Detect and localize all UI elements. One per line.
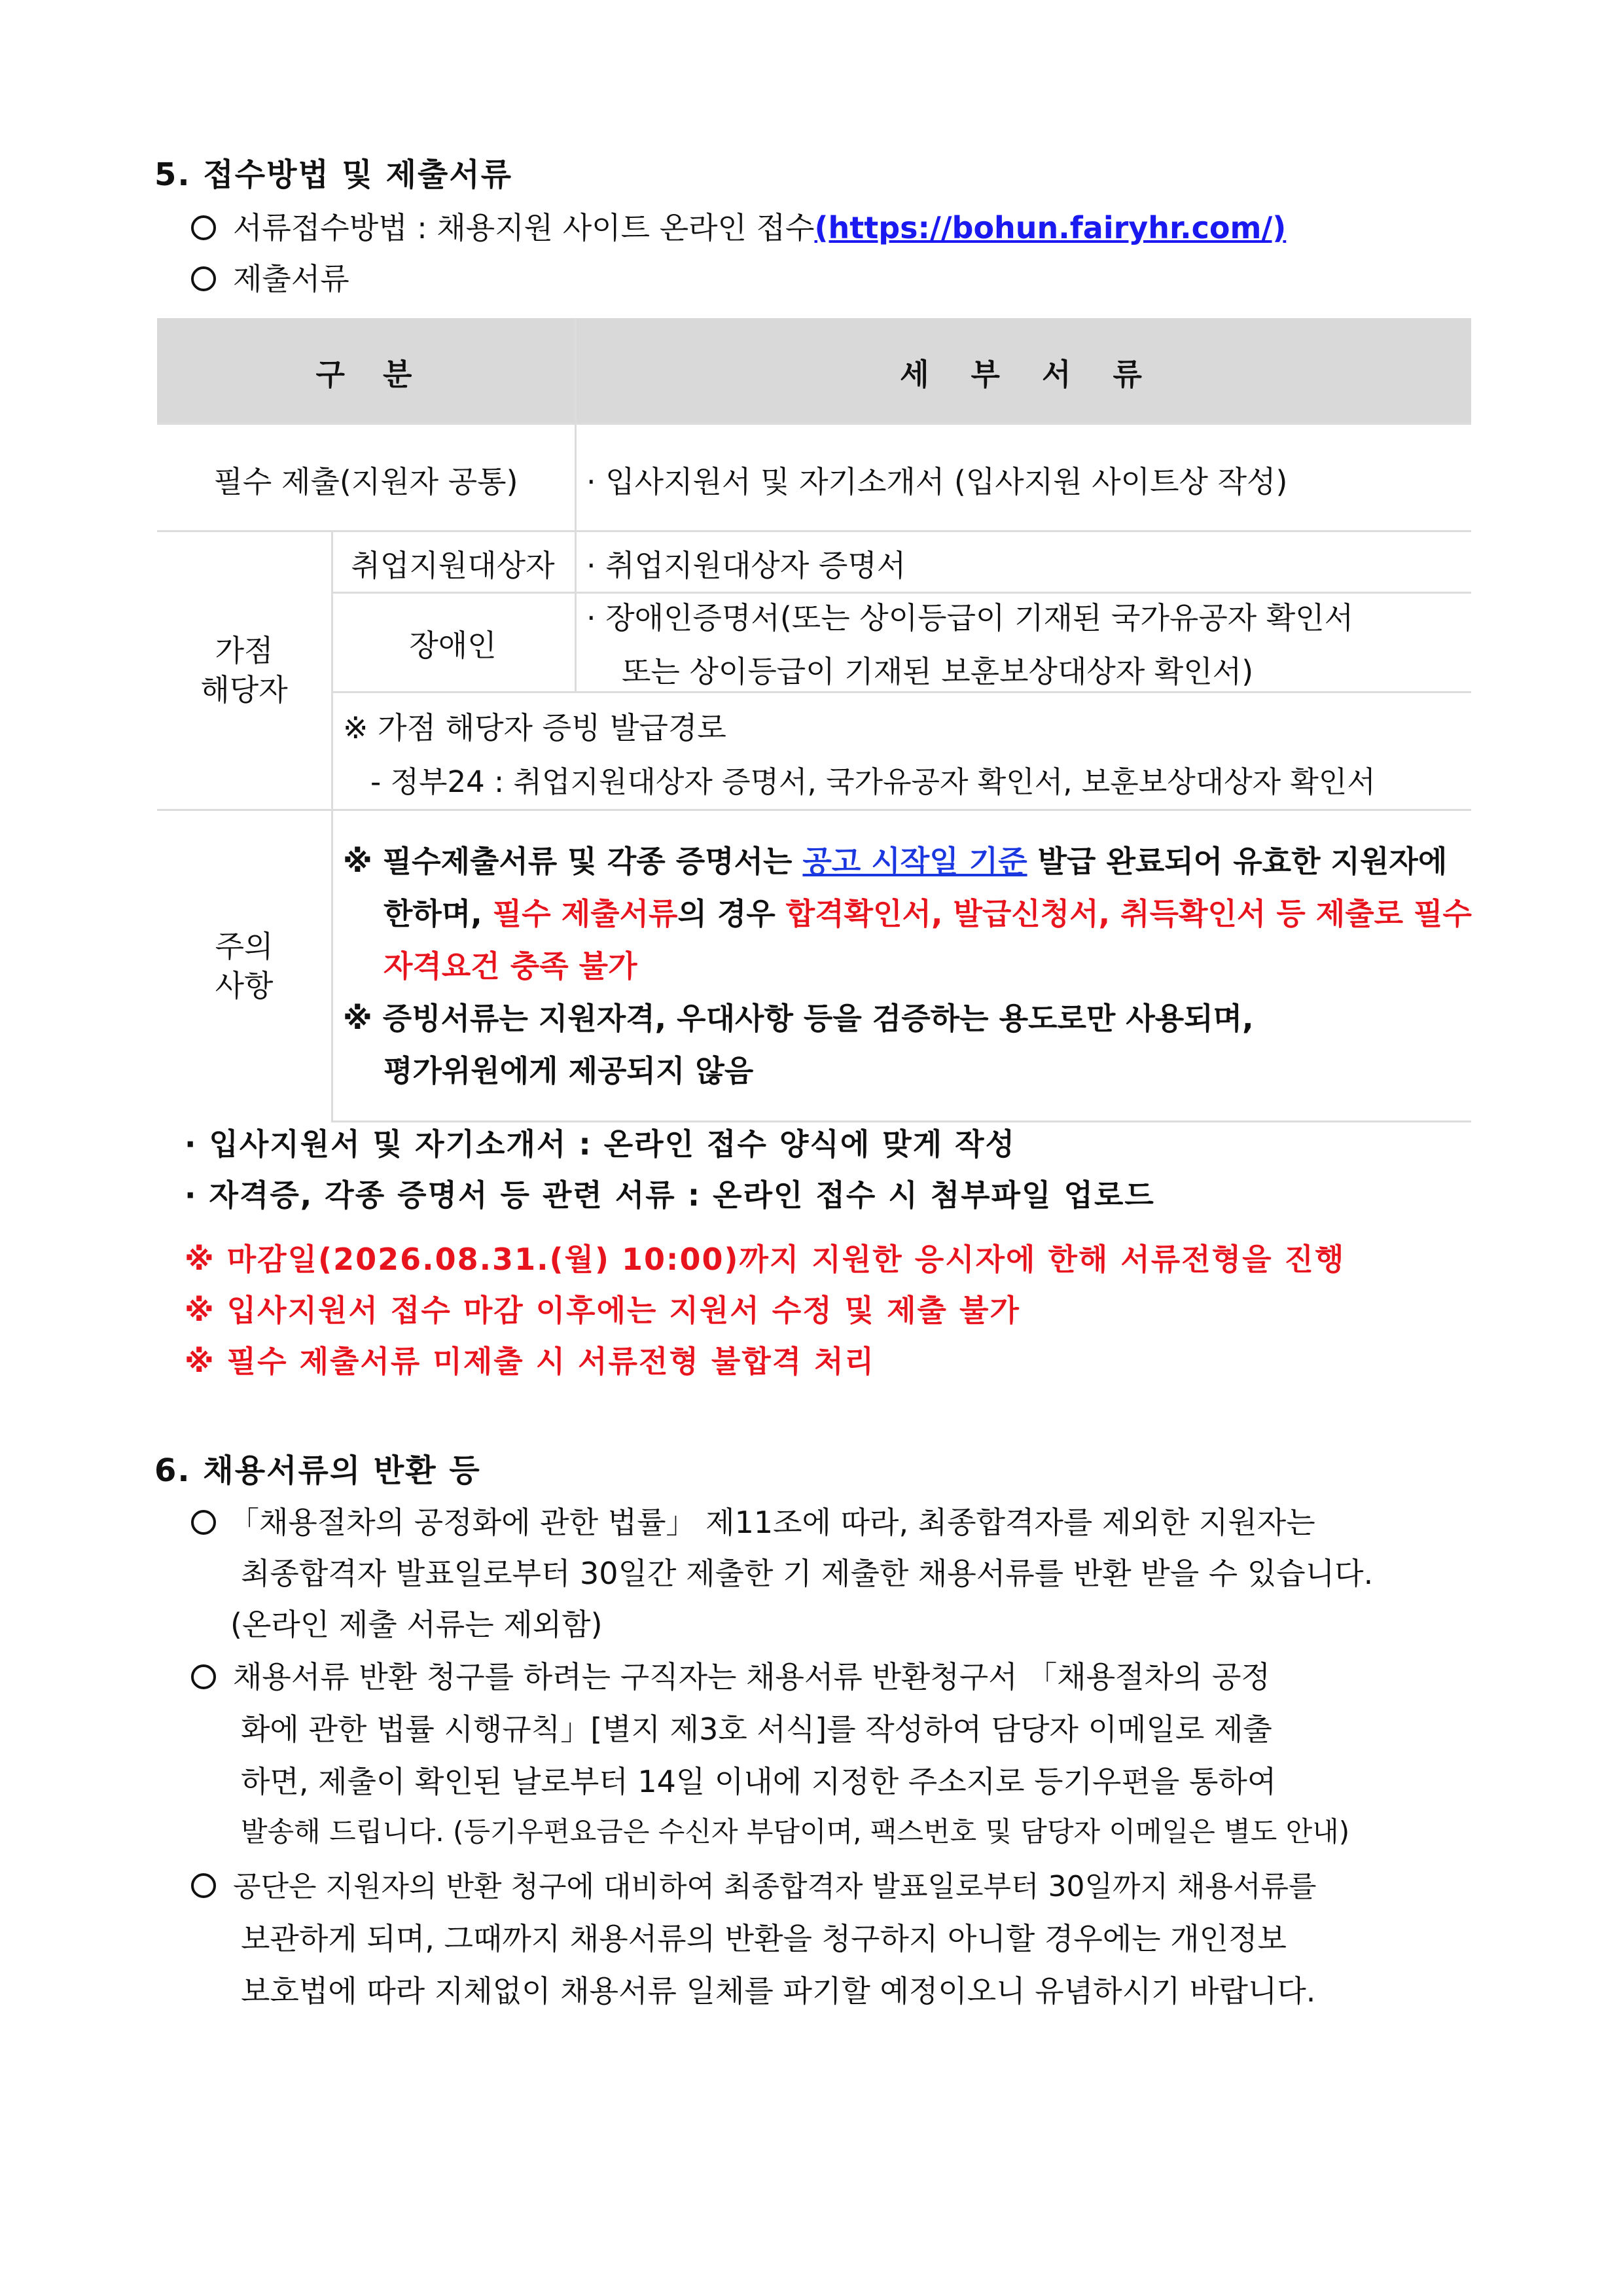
table-border xyxy=(157,809,1471,811)
para1-line1 xyxy=(191,1499,1471,1542)
caution-highlight-red: 합격확인서, 발급신청서, 취득확인서 등 제출로 필수 xyxy=(785,896,1472,931)
para-text: 「채용절차의 공정화에 관한 법률」 제11조에 따라, 최종합격자를 제외한 지원자는 xyxy=(229,1505,1315,1540)
hollow-circle-icon xyxy=(191,266,216,291)
para2-line1 xyxy=(191,1653,1270,1696)
method-row xyxy=(191,204,1286,247)
bullet-certificates: · 자격증, 각종 증명서 등 관련 서류 : 온라인 접수 시 첨부파일 업로드 xyxy=(185,1177,1155,1213)
para1-line2: 최종합격자 발표일로부터 30일간 제출한 기 제출한 채용서류를 반환 받을 수 있습니다. xyxy=(241,1556,1374,1591)
bonus-label-line: 해당자 xyxy=(200,672,288,708)
bullet-application: · 입사지원서 및 자기소개서 : 온라인 접수 양식에 맞게 작성 xyxy=(185,1126,1016,1162)
bonus-label xyxy=(157,631,331,709)
para3-line2: 보관하게 되며, 그때까지 채용서류의 반환을 청구하지 아니할 경우에는 개인정보 xyxy=(241,1921,1287,1956)
docs-label: 제출서류 xyxy=(233,261,349,296)
caution-label xyxy=(157,927,331,1005)
caution-text: ※ 필수제출서류 및 각종 증명서는 xyxy=(343,844,803,879)
caution-highlight-blue: 공고 시작일 기준 xyxy=(802,844,1027,879)
method-link[interactable]: (https://bohun.fairyhr.com/) xyxy=(814,210,1287,245)
para1-line3: (온라인 제출 서류는 제외함) xyxy=(230,1607,603,1642)
bonus-note-title: ※ 가점 해당자 증빙 발급경로 xyxy=(343,710,726,745)
section5-title: 5. 접수방법 및 제출서류 xyxy=(154,156,513,193)
caution-text: 한하며, xyxy=(383,896,493,931)
required-value: · 입사지원서 및 자기소개서 (입사지원 사이트상 작성) xyxy=(586,464,1288,499)
hollow-circle-icon xyxy=(191,215,216,240)
employment-value: · 취업지원대상자 증명서 xyxy=(586,548,906,583)
caution-line5: 평가위원에게 제공되지 않음 xyxy=(383,1053,754,1088)
disabled-value-line1: · 장애인증명서(또는 상이등급이 기재된 국가유공자 확인서 xyxy=(586,600,1354,636)
section6-title: 6. 채용서류의 반환 등 xyxy=(154,1452,481,1489)
para3-line1 xyxy=(191,1863,1317,1905)
caution-text: 의 경우 xyxy=(677,896,786,931)
para2-line2: 화에 관한 법률 시행규칙」[별지 제3호 서식]를 작성하여 담당자 이메일로 제출 xyxy=(241,1712,1272,1747)
header-col2: 세 부 서 류 xyxy=(900,357,1146,392)
required-label: 필수 제출(지원자 공통) xyxy=(213,464,518,499)
caution-label-line: 사항 xyxy=(215,968,274,1003)
table-border xyxy=(575,318,577,691)
method-label: 서류접수방법 : 채용지원 사이트 온라인 접수 xyxy=(233,210,815,245)
disabled-label: 장애인 xyxy=(409,628,497,663)
caution-label-line: 주의 xyxy=(215,929,274,964)
para3-line3: 보호법에 따라 지체없이 채용서류 일체를 파기할 예정이오니 유념하시기 바랍니다. xyxy=(241,1973,1316,2009)
para2-line4: 발송해 드립니다. (등기우편요금은 수신자 부담이며, 팩스번호 및 담당자 이메일은 별도 안내) xyxy=(241,1816,1350,1848)
caution-line1 xyxy=(343,838,1447,881)
hollow-circle-icon xyxy=(191,1664,216,1689)
employment-label: 취업지원대상자 xyxy=(351,548,555,583)
hollow-circle-icon xyxy=(191,1510,216,1535)
table-border xyxy=(331,691,1471,693)
table-border xyxy=(331,530,333,1121)
caution-highlight-red: 필수 제출서류 xyxy=(492,896,678,931)
note-fail: ※ 필수 제출서류 미제출 시 서류전형 불합격 처리 xyxy=(185,1344,876,1379)
table-border xyxy=(157,530,1471,532)
hollow-circle-icon xyxy=(191,1873,216,1898)
note-deadline: ※ 마감일(2026.08.31.(월) 10:00)까지 지원한 응시자에 한해 서류전형을 진행 xyxy=(185,1242,1346,1277)
para2-line3: 하면, 제출이 확인된 날로부터 14일 이내에 지정한 주소지로 등기우편을 통하여 xyxy=(241,1764,1277,1799)
caution-line4: ※ 증빙서류는 지원자격, 우대사항 등을 검증하는 용도로만 사용되며, xyxy=(343,1001,1254,1036)
table-border xyxy=(331,592,1471,594)
caution-text: 발급 완료되어 유효한 지원자에 xyxy=(1027,844,1448,879)
bonus-label-line: 가점 xyxy=(215,633,274,668)
header-col1: 구 분 xyxy=(315,357,416,392)
note-no-edit: ※ 입사지원서 접수 마감 이후에는 지원서 수정 및 제출 불가 xyxy=(185,1293,1020,1328)
para-text: 채용서류 반환 청구를 하려는 구직자는 채용서류 반환청구서 「채용절차의 공정 xyxy=(233,1659,1270,1695)
caution-line2 xyxy=(383,890,1472,933)
caution-line3: 자격요건 충족 불가 xyxy=(383,948,637,984)
para-text: 공단은 지원자의 반환 청구에 대비하여 최종합격자 발표일로부터 30일까지 채용서류를 xyxy=(233,1870,1317,1903)
docs-row xyxy=(191,255,349,298)
table-border xyxy=(157,423,1471,425)
disabled-value-line2: 또는 상이등급이 기재된 보훈보상대상자 확인서) xyxy=(622,654,1254,689)
bonus-note-path: - 정부24 : 취업지원대상자 증명서, 국가유공자 확인서, 보훈보상대상자 확인서 xyxy=(370,764,1376,799)
